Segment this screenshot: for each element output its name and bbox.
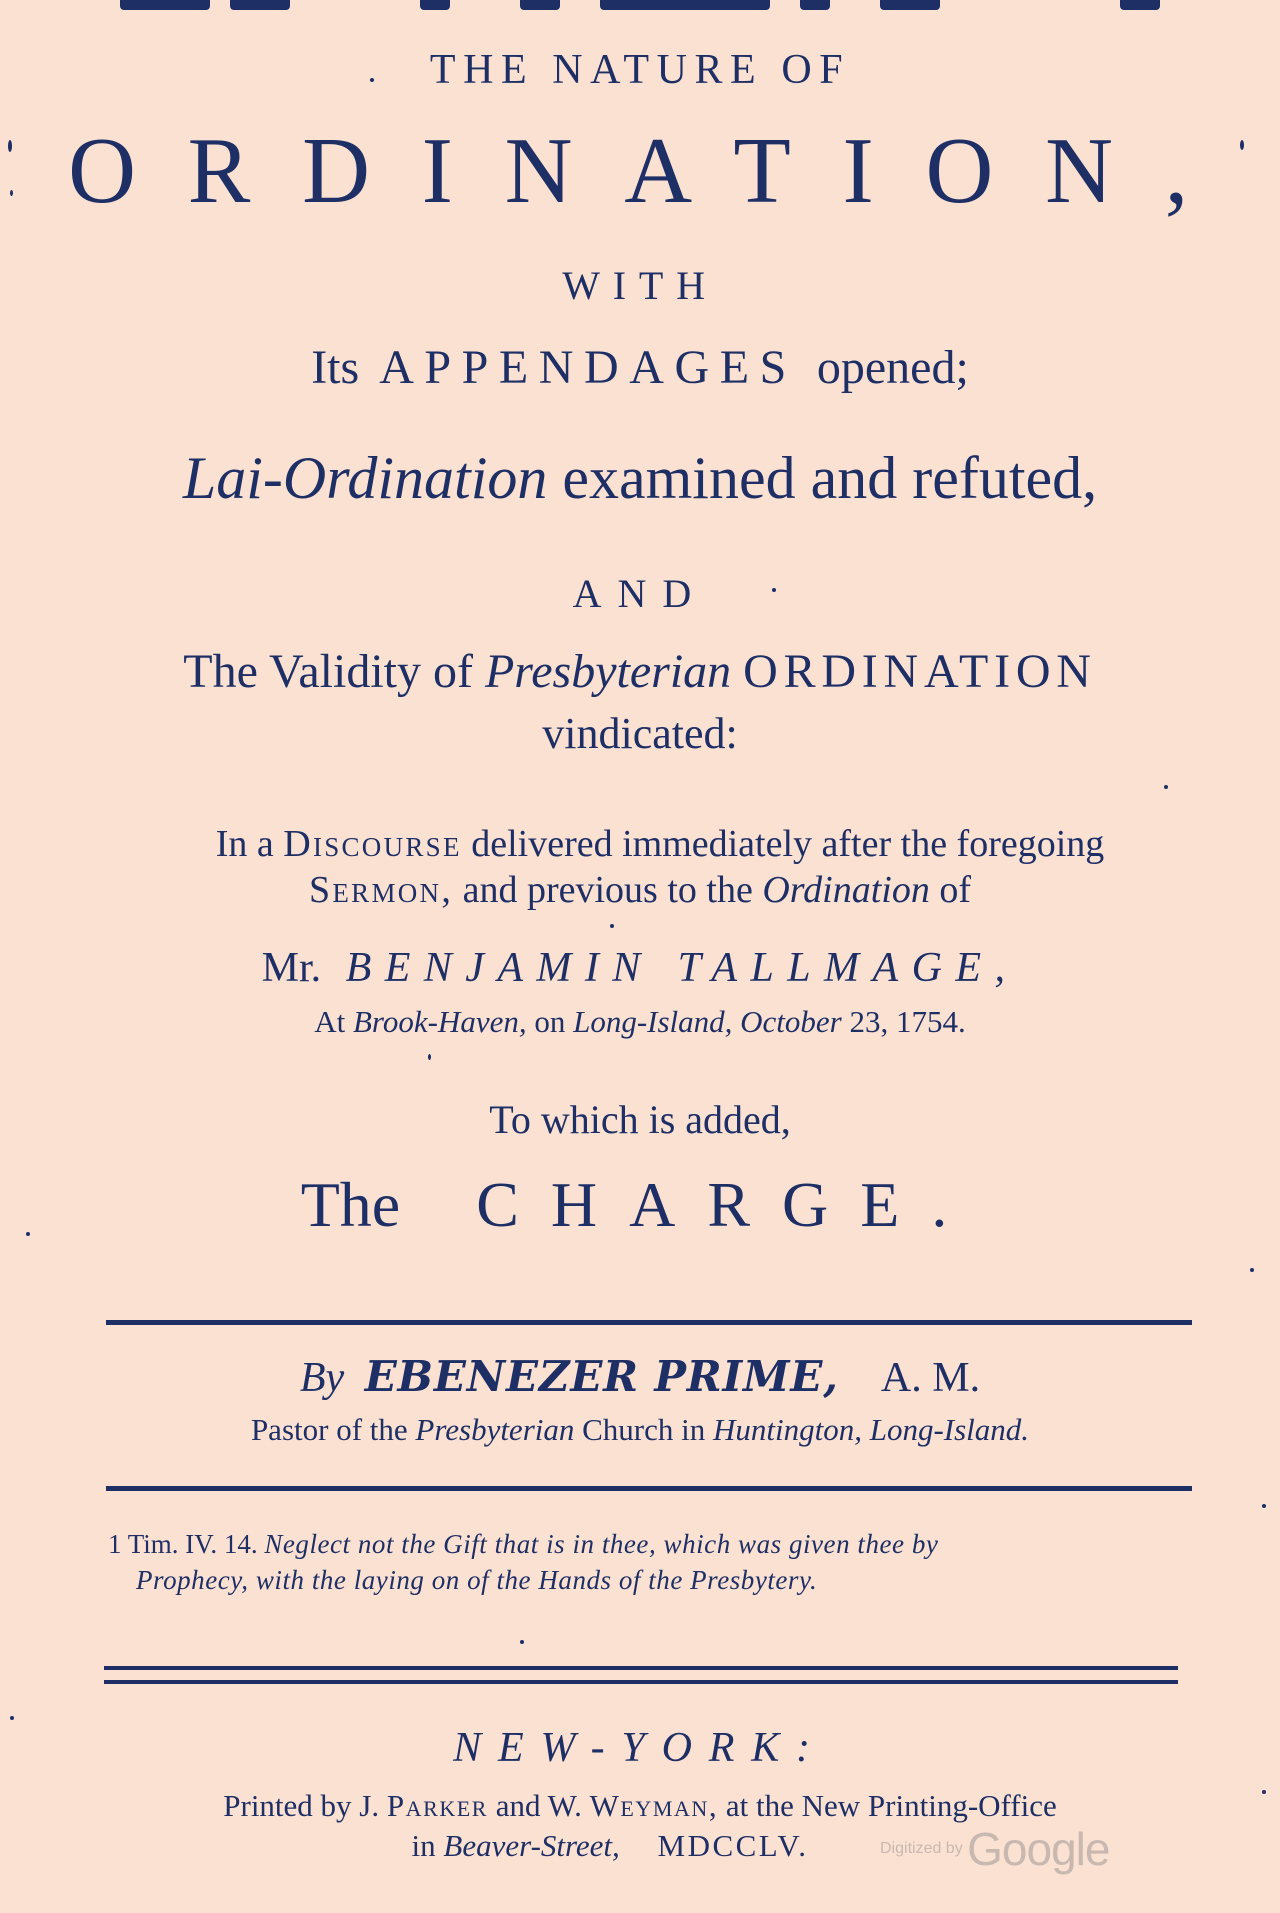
place-at: At bbox=[314, 1004, 346, 1039]
opened-word: opened; bbox=[816, 341, 969, 394]
in-word: in bbox=[411, 1828, 436, 1863]
title-lai-ordination-line bbox=[0, 444, 1280, 513]
presbyterian-word: Presbyterian bbox=[484, 645, 732, 698]
appendages-word: APPENDAGES bbox=[379, 341, 797, 394]
epigraph-line-1 bbox=[108, 1526, 1198, 1562]
digitized-by-text: Digitized by bbox=[880, 1840, 963, 1857]
ink-speck bbox=[772, 588, 776, 592]
imprint-city: NEW-YORK: bbox=[453, 1725, 827, 1771]
ink-speck bbox=[1240, 140, 1244, 150]
discourse-line-1 bbox=[0, 822, 1280, 866]
discourse-word: Discourse bbox=[283, 823, 462, 865]
ordinand-name-line bbox=[0, 944, 1280, 992]
digitized-by-google-watermark bbox=[880, 1822, 1110, 1876]
ink-speck bbox=[520, 1640, 524, 1644]
church-in: Church in bbox=[582, 1412, 706, 1447]
validity-words: The Validity of bbox=[183, 645, 473, 698]
charge-word: CHARGE. bbox=[476, 1169, 980, 1240]
ebenezer-prime-name: EBENEZER PRIME, bbox=[364, 1352, 839, 1401]
benjamin-tallmage-name: BENJAMIN TALLMAGE, bbox=[345, 945, 1019, 991]
pastor-of-the: Pastor of the bbox=[250, 1412, 408, 1447]
ink-speck bbox=[10, 190, 13, 196]
ink-speck bbox=[610, 924, 614, 928]
discourse-delivered: delivered immediately after the foregoing bbox=[471, 823, 1105, 865]
epigraph-text-1: Neglect not the Gift that is in thee, which was given thee by bbox=[264, 1529, 939, 1559]
ink-speck bbox=[370, 78, 374, 82]
ink-speck bbox=[1262, 1504, 1266, 1508]
ordination-caps: ORDINATION bbox=[743, 645, 1097, 698]
brook-haven: Brook-Haven, bbox=[353, 1004, 527, 1039]
beaver-street: Beaver-Street, bbox=[443, 1828, 620, 1863]
date-value: 23, 1754. bbox=[849, 1004, 966, 1039]
printed-by: Printed by J. bbox=[223, 1788, 380, 1823]
lai-ordination-word: Lai-Ordination bbox=[182, 445, 548, 511]
discourse-previous: and previous to the bbox=[462, 869, 753, 911]
ink-speck bbox=[8, 140, 12, 152]
title-and: AND bbox=[572, 571, 708, 616]
rule-below-author bbox=[106, 1486, 1192, 1491]
ink-speck bbox=[26, 1232, 30, 1236]
ink-speck bbox=[10, 1716, 14, 1720]
discourse-line-2 bbox=[0, 868, 1280, 912]
title-with: WITH bbox=[562, 263, 718, 308]
google-logo-text: Google bbox=[967, 1823, 1110, 1875]
parker-name: Parker bbox=[386, 1788, 488, 1823]
weyman-name: Weyman, bbox=[589, 1788, 719, 1823]
pastor-line bbox=[0, 1412, 1280, 1448]
author-line bbox=[0, 1352, 1280, 1402]
place-on: on bbox=[534, 1004, 566, 1039]
title-appendages-line bbox=[0, 340, 1280, 395]
ink-speck bbox=[1164, 785, 1168, 789]
to-which-added: To which is added, bbox=[489, 1097, 791, 1142]
ink-speck bbox=[1262, 1790, 1266, 1794]
title-validity-line bbox=[0, 644, 1280, 699]
ordination-italic: Ordination bbox=[762, 869, 930, 911]
epigraph bbox=[108, 1526, 1198, 1598]
double-rule-bottom bbox=[104, 1680, 1178, 1684]
title-ordination: ORDINATION, bbox=[68, 119, 1240, 223]
new-printing-office: at the New Printing-Office bbox=[725, 1788, 1057, 1823]
long-island-october: Long-Island, October bbox=[573, 1004, 842, 1039]
degree: A. M. bbox=[880, 1355, 981, 1401]
the-charge-line bbox=[0, 1168, 1280, 1242]
the-word: The bbox=[300, 1169, 401, 1240]
its-word: Its bbox=[311, 341, 360, 394]
scripture-reference: 1 Tim. IV. 14. bbox=[108, 1529, 258, 1559]
discourse-of: of bbox=[939, 869, 971, 911]
ink-speck bbox=[1250, 1268, 1254, 1272]
title-line-1: THE NATURE OF bbox=[429, 47, 851, 93]
imprint-line-1 bbox=[0, 1788, 1280, 1824]
huntington-long-island: Huntington, Long-Island. bbox=[713, 1412, 1030, 1447]
ink-speck bbox=[428, 1054, 431, 1060]
presbyterian-church-italic: Presbyterian bbox=[415, 1412, 575, 1447]
double-rule-top bbox=[104, 1666, 1178, 1670]
sermon-word: Sermon, bbox=[309, 869, 454, 911]
year-roman: MDCCLV. bbox=[657, 1828, 809, 1863]
rule-above-author bbox=[106, 1320, 1192, 1325]
top-cutoff-text bbox=[0, 0, 1280, 14]
and-w: and W. bbox=[495, 1788, 582, 1823]
mr-prefix: Mr. bbox=[261, 945, 322, 991]
by-word: By bbox=[299, 1355, 345, 1401]
epigraph-line-2: Prophecy, with the laying on of the Hands of the Presbytery. bbox=[136, 1565, 818, 1595]
discourse-in-a: In a bbox=[215, 823, 274, 865]
examined-refuted-words: examined and refuted, bbox=[562, 445, 1098, 511]
title-vindicated: vindicated: bbox=[542, 709, 738, 758]
place-date-line bbox=[0, 1004, 1280, 1040]
